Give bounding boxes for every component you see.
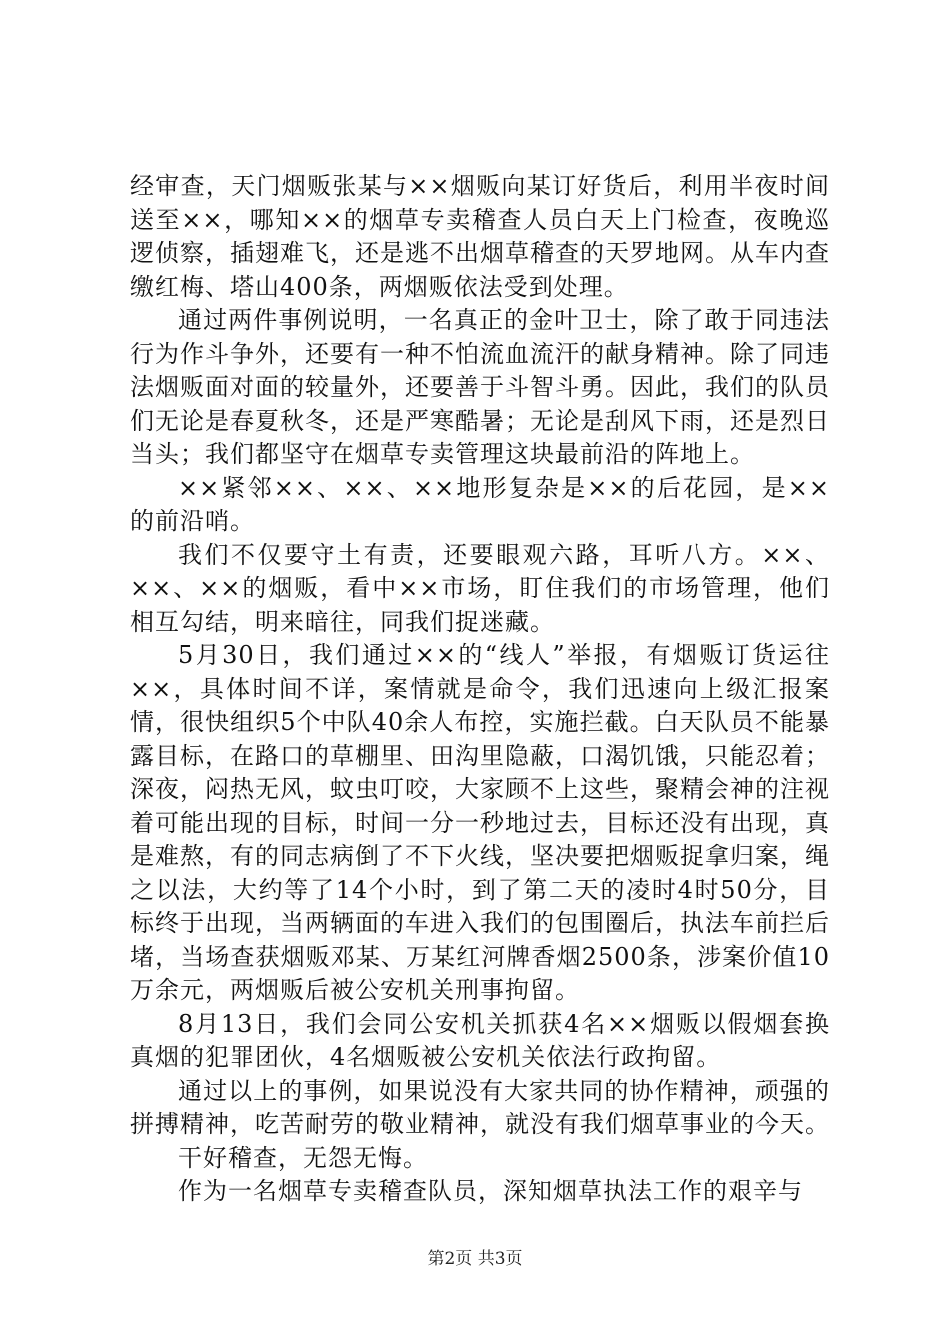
paragraph-5: 5月30日，我们通过××的“线人”举报，有烟贩订货运往××，具体时间不详，案情就是命令，我们迅速向上级汇报案情，很快组织5个中队40余人布控，实施拦截。白天队员不能暴露目标，在路口的草棚里、田沟里隐蔽，口渴饥饿，只能忍着；深夜，闷热无风，蚊虫叮咬，大家顾不上这些，聚精会神的注视着可能出现的目标，时间一分一秒地过去，目标还没有出现，真是难熬，有的同志病倒了不下火线，坚决要把烟贩捉拿归案，绳之以法，大约等了14个小时，到了第二天的凌时4时50分，目标终于出现，当两辆面的车进入我们的包围圈后，执法车前拦后堵，当场查获烟贩邓某、万某红河牌香烟2500条，涉案价值10万余元，两烟贩后被公安机关刑事拘留。 [130, 641, 830, 1004]
paragraph-2: 通过两件事例说明，一名真正的金叶卫士，除了敢于同违法行为作斗争外，还要有一种不怕流血流汗的献身精神。除了同违法烟贩面对面的较量外，还要善于斗智斗勇。因此，我们的队员们无论是春夏秋冬，还是严寒酷暑；无论是刮风下雨，还是烈日当头；我们都坚守在烟草专卖管理这块最前沿的阵地上。 [130, 306, 830, 468]
paragraph-9: 作为一名烟草专卖稽查队员，深知烟草执法工作的艰辛与 [178, 1177, 803, 1205]
page-number-footer: 第2页 共3页 [427, 1249, 523, 1269]
paragraph-4: 我们不仅要守土有责，还要眼观六路，耳听八方。××、××、××的烟贩，看中××市场，盯住我们的市场管理，他们相互勾结，明来暗往，同我们捉迷藏。 [130, 540, 830, 636]
paragraph-7: 通过以上的事例，如果说没有大家共同的协作精神，顽强的拼搏精神，吃苦耐劳的敬业精神，就没有我们烟草事业的今天。 [130, 1076, 830, 1138]
paragraph-8: 干好稽查，无怨无悔。 [178, 1143, 428, 1172]
paragraph-3: ××紧邻××、××、××地形复杂是××的后花园，是××的前沿哨。 [130, 473, 830, 535]
paragraph-1: 经审查，天门烟贩张某与××烟贩向某订好货后，利用半夜时间送至××，哪知××的烟草专卖稽查人员白天上门检查，夜晚巡逻侦察，插翅难飞，还是逃不出烟草稽查的天罗地网。从车内查缴红梅、塔山400条，两烟贩依法受到处理。 [130, 172, 830, 301]
paragraph-6: 8月13日，我们会同公安机关抓获4名××烟贩以假烟套换真烟的犯罪团伙，4名烟贩被公安机关依法行政拘留。 [130, 1009, 830, 1071]
document-body [130, 170, 830, 1209]
